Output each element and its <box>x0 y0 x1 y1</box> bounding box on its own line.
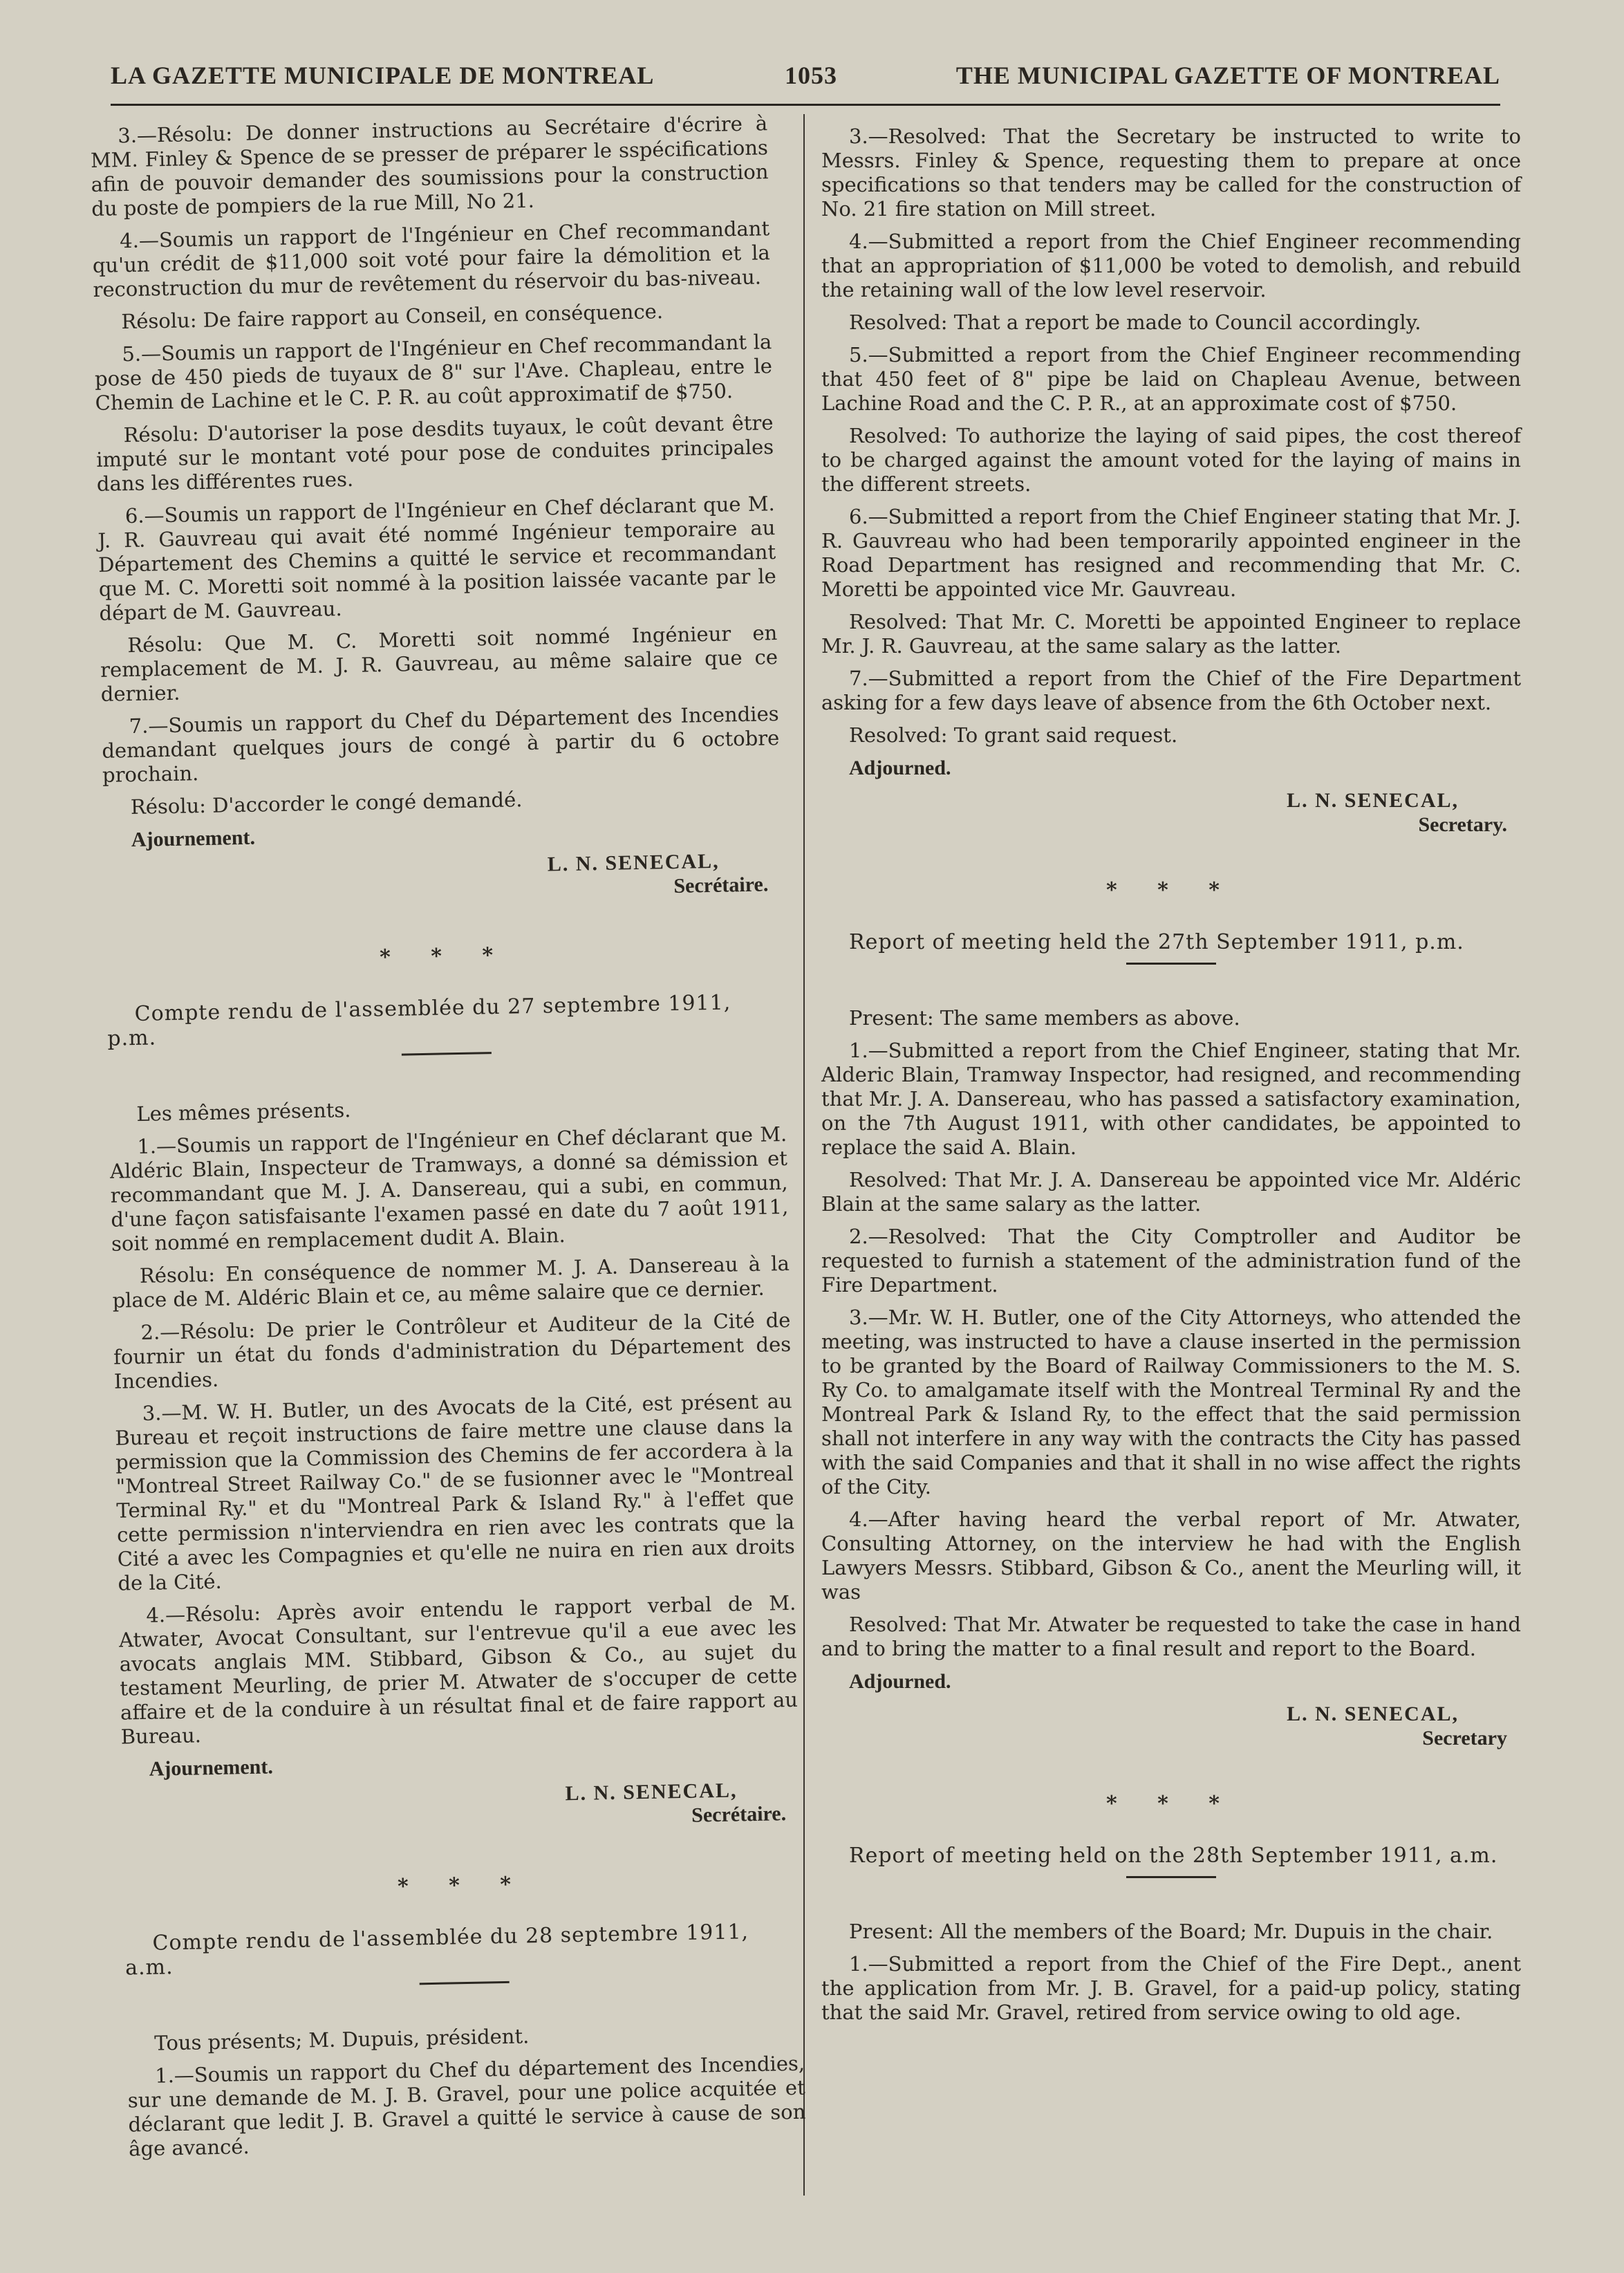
signature-title: Secretary. <box>1418 813 1507 836</box>
paragraph: 4.—After having heard the verbal report of Mr. Atwater, Consulting Attorney, on the interview he had with the English Lawyers Messrs. Stibbard, Gibson & Co., anent the Meurling will, it was <box>821 1507 1521 1604</box>
paragraph: Resolved: That a report be made to Council accordingly. <box>849 310 1421 334</box>
header-title-french: LA GAZETTE MUNICIPALE DE MONTREAL <box>111 62 655 89</box>
adjournment: Ajournement. <box>149 1755 274 1781</box>
signature-name: L. N. SENECAL, <box>547 849 720 876</box>
paragraph: 4.—Submitted a report from the Chief Engineer recommending that an appropriation of $11,000 be voted to demolish, and rebuild the retaining wall of the low level reservoir. <box>821 230 1521 301</box>
french-section-2 <box>109 1090 799 1750</box>
paragraph: 5.—Soumis un rapport de l'Ingénieur en Chef recommandant la pose de 450 pieds de tuyaux de 8" sur l'Ave. Chapleau, entre le Chemin de Lachine et le C. P. R. au coût approximatif de $750. <box>94 330 773 415</box>
short-rule <box>1126 963 1216 965</box>
paragraph: Résolu: En conséquence de nommer M. J. A. Dansereau à la place de M. Aldéric Blain et ce, au même salaire que ce dernier. <box>112 1251 790 1312</box>
english-section-1 <box>821 124 1521 748</box>
french-section-3 <box>127 2019 806 2162</box>
column-divider <box>803 114 805 2196</box>
paragraph: 2.—Resolved: That the City Comptroller and Auditor be requested to furnish a statement of the administration fund of the Fire Department. <box>821 1225 1521 1297</box>
signature-title: Secretary <box>1422 1727 1507 1750</box>
paragraph: 4.—Résolu: Après avoir entendu le rapport verbal de M. Atwater, Avocat Consultant, sur l'entrevue qu'il a eue avec les avocats anglais MM. Stibbard, Gibson & Co., au sujet du testament Meurling, de prier M. Atwater de s'occuper de cette affaire et de la conduire à un résultat final et de faire rapport au Bureau. <box>118 1590 799 1749</box>
paragraph: 3.—Mr. W. H. Butler, one of the City Attorneys, who attended the meeting, was instructed to have a clause inserted in the permission to be granted by the Board of Railway Commissioners to the M. S. Ry Co. to amalgamate itself with the Montreal Terminal Ry and the Montreal Park & Island Ry, to the effect that the said permission shall not interfere in any way with the contracts the City has passed with the said Companies and that it shall in no wise affect the rights of the City. <box>821 1306 1521 1499</box>
signature-name: L. N. SENECAL, <box>565 1779 738 1806</box>
meeting-heading: Compte rendu de l'assemblée du 27 septembre 1911, p.m. <box>107 990 731 1051</box>
english-section-2 <box>821 1006 1521 1661</box>
meeting-heading: Report of meeting held on the 28th September 1911, a.m. <box>849 1844 1498 1868</box>
french-section-1 <box>90 111 781 820</box>
paragraph: Resolved: That Mr. J. A. Dansereau be appointed vice Mr. Aldéric Blain at the same salary as the latter. <box>821 1168 1521 1216</box>
section-separator: * * * <box>397 1872 528 1899</box>
signature <box>821 788 1521 837</box>
paragraph: 4.—Soumis un rapport de l'Ingénieur en Chef recommandant qu'un crédit de $11,000 soit voté pour faire la démolition et la reconstruction du mur de revêtement du réservoir du bas-niveau. <box>92 216 771 301</box>
paragraph: Les mêmes présents. <box>136 1098 351 1126</box>
paragraph: 7.—Submitted a report from the Chief of the Fire Department asking for a few days leave of absence from the 6th October next. <box>821 667 1521 714</box>
signature <box>122 1777 800 1839</box>
paragraph: 3.—Resolved: That the Secretary be instructed to write to Messrs. Finley & Spence, requesting them to prepare at once specifications so that tenders may be called for the construction of No. 21 fire station on Mill street. <box>821 124 1521 221</box>
paragraph: 7.—Soumis un rapport du Chef du Département des Incendies demandant quelques jours de congé à partir du 6 octobre prochain. <box>102 702 780 787</box>
section-separator: * * * <box>1106 1792 1236 1816</box>
paragraph: Résolu: D'accorder le congé demandé. <box>130 788 523 819</box>
paragraph: Résolu: D'autoriser la pose desdits tuyaux, le coût devant être imputé sur le montant voté pour pose de conduites principales dans les différentes rues. <box>95 411 774 496</box>
paragraph: 6.—Soumis un rapport de l'Ingénieur en Chef déclarant que M. J. R. Gauvreau qui avait été nommé Ingénieur temporaire au Département des Chemins a quitté le service et recommandant que M. C. Moretti soit nommé à la position laissée vacante par le départ de M. Gauvreau. <box>97 492 777 625</box>
paragraph: 2.—Résolu: De prier le Contrôleur et Auditeur de la Cité de fournir un état du fonds d'administration du Département des Incendies. <box>113 1308 792 1393</box>
paragraph: Tous présents; M. Dupuis, président. <box>153 2024 530 2055</box>
page-number: 1053 <box>785 62 837 89</box>
adjournment: Ajournement. <box>131 826 256 852</box>
header-rule <box>111 104 1500 106</box>
paragraph: Resolved: To authorize the laying of said pipes, the cost thereof to be charged against the amount voted for the laying of mains in the different streets. <box>821 424 1521 496</box>
section-separator: * * * <box>379 943 510 970</box>
english-section-3 <box>821 1920 1521 2025</box>
adjournment: Adjourned. <box>849 1670 951 1693</box>
paragraph: Résolu: De faire rapport au Conseil, en conséquence. <box>121 299 664 334</box>
french-column <box>90 111 807 2169</box>
signature-title: Secrétaire. <box>691 1802 787 1827</box>
paragraph: 5.—Submitted a report from the Chief Engineer recommending that 450 feet of 8" pipe be laid on Chapleau Avenue, between Lachine Road and the C. P. R., at an approximate cost of $750. <box>821 343 1521 415</box>
header-title-english: THE MUNICIPAL GAZETTE OF MONTREAL <box>955 62 1500 89</box>
short-rule <box>1126 1876 1216 1878</box>
paragraph: Resolved: To grant said request. <box>849 723 1178 747</box>
short-rule <box>402 1052 492 1055</box>
english-column <box>821 124 1521 2033</box>
meeting-heading: Report of meeting held the 27th September 1911, p.m. <box>849 930 1464 954</box>
signature <box>821 1702 1521 1750</box>
paragraph: 1.—Submitted a report from the Chief Engineer, stating that Mr. Alderic Blain, Tramway Inspector, had resigned, and recommending that Mr. J. A. Dansereau, who has passed a satisfactory examination, on the 7th August 1911, with other candidates, be appointed to replace the said A. Blain. <box>821 1039 1521 1159</box>
short-rule <box>420 1981 510 1985</box>
paragraph: 1.—Submitted a report from the Chief of the Fire Dept., anent the application from Mr. J. B. Gravel, for a paid-up policy, stating that the said Mr. Gravel, retired from service owing to old age. <box>821 1952 1521 2024</box>
paragraph: 1.—Soumis un rapport de l'Ingénieur en Chef déclarant que M. Aldéric Blain, Inspecteur de Tramways, a donné sa démission et recommandant que M. J. A. Dansereau, qui a subi, en commun, d'une façon satisfaisante l'examen passé en date du 7 août 1911, soit nommé en remplacement dudit A. Blain. <box>109 1122 789 1256</box>
page-header <box>111 61 1500 95</box>
signature-title: Secrétaire. <box>673 873 769 898</box>
signature <box>104 848 782 909</box>
paragraph: Resolved: That Mr. Atwater be requested to take the case in hand and to bring the matter to a final result and report to the Board. <box>821 1613 1521 1660</box>
meeting-heading: Compte rendu de l'assemblée du 28 septembre 1911, a.m. <box>124 1920 749 1980</box>
paragraph: Present: The same members as above. <box>849 1006 1240 1030</box>
paragraph: 1.—Soumis un rapport du Chef du département des Incendies, sur une demande de M. J. B. Gravel, pour une police acquitée et déclarant que ledit J. B. Gravel a quitté le service à cause de son âge avancé. <box>127 2051 806 2161</box>
paragraph: 3.—M. W. H. Butler, un des Avocats de la Cité, est présent au Bureau et reçoit instructions de faire mettre une clause dans la permission que la Commission des Chemins de fer accordera à la "Montreal Street Railway Co." de se fusionner avec le "Montreal Terminal Ry." et du "Montreal Park & Island Ry." à l'effet que cette permission n'interviendra en rien avec les contrats que la Cité a avec les Compagnies et qu'elle ne nuira en rien aux droits de la Cité. <box>115 1389 795 1595</box>
paragraph: 6.—Submitted a report from the Chief Engineer stating that Mr. J. R. Gauvreau who had been temporarily appointed engineer in the Road Department has resigned and recommending that Mr. C. Moretti be appointed vice Mr. Gauvreau. <box>821 505 1521 601</box>
signature-name: L. N. SENECAL, <box>1287 789 1459 812</box>
signature-name: L. N. SENECAL, <box>1287 1703 1459 1725</box>
paragraph: 3.—Résolu: De donner instructions au Secrétaire d'écrire à MM. Finley & Spence de se presser de préparer le sspécifications afin de pouvoir demander des soumissions pour la construction du poste de pompiers de la rue Mill, No 21. <box>90 111 769 221</box>
paragraph: Present: All the members of the Board; Mr. Dupuis in the chair. <box>849 1920 1493 1943</box>
paragraph: Resolved: That Mr. C. Moretti be appointed Engineer to replace Mr. J. R. Gauvreau, at the same salary as the latter. <box>821 610 1521 658</box>
adjournment: Adjourned. <box>849 757 951 779</box>
paragraph: Résolu: Que M. C. Moretti soit nommé Ingénieur en remplacement de M. J. R. Gauvreau, au même salaire que ce dernier. <box>100 621 778 706</box>
section-separator: * * * <box>1106 878 1236 902</box>
